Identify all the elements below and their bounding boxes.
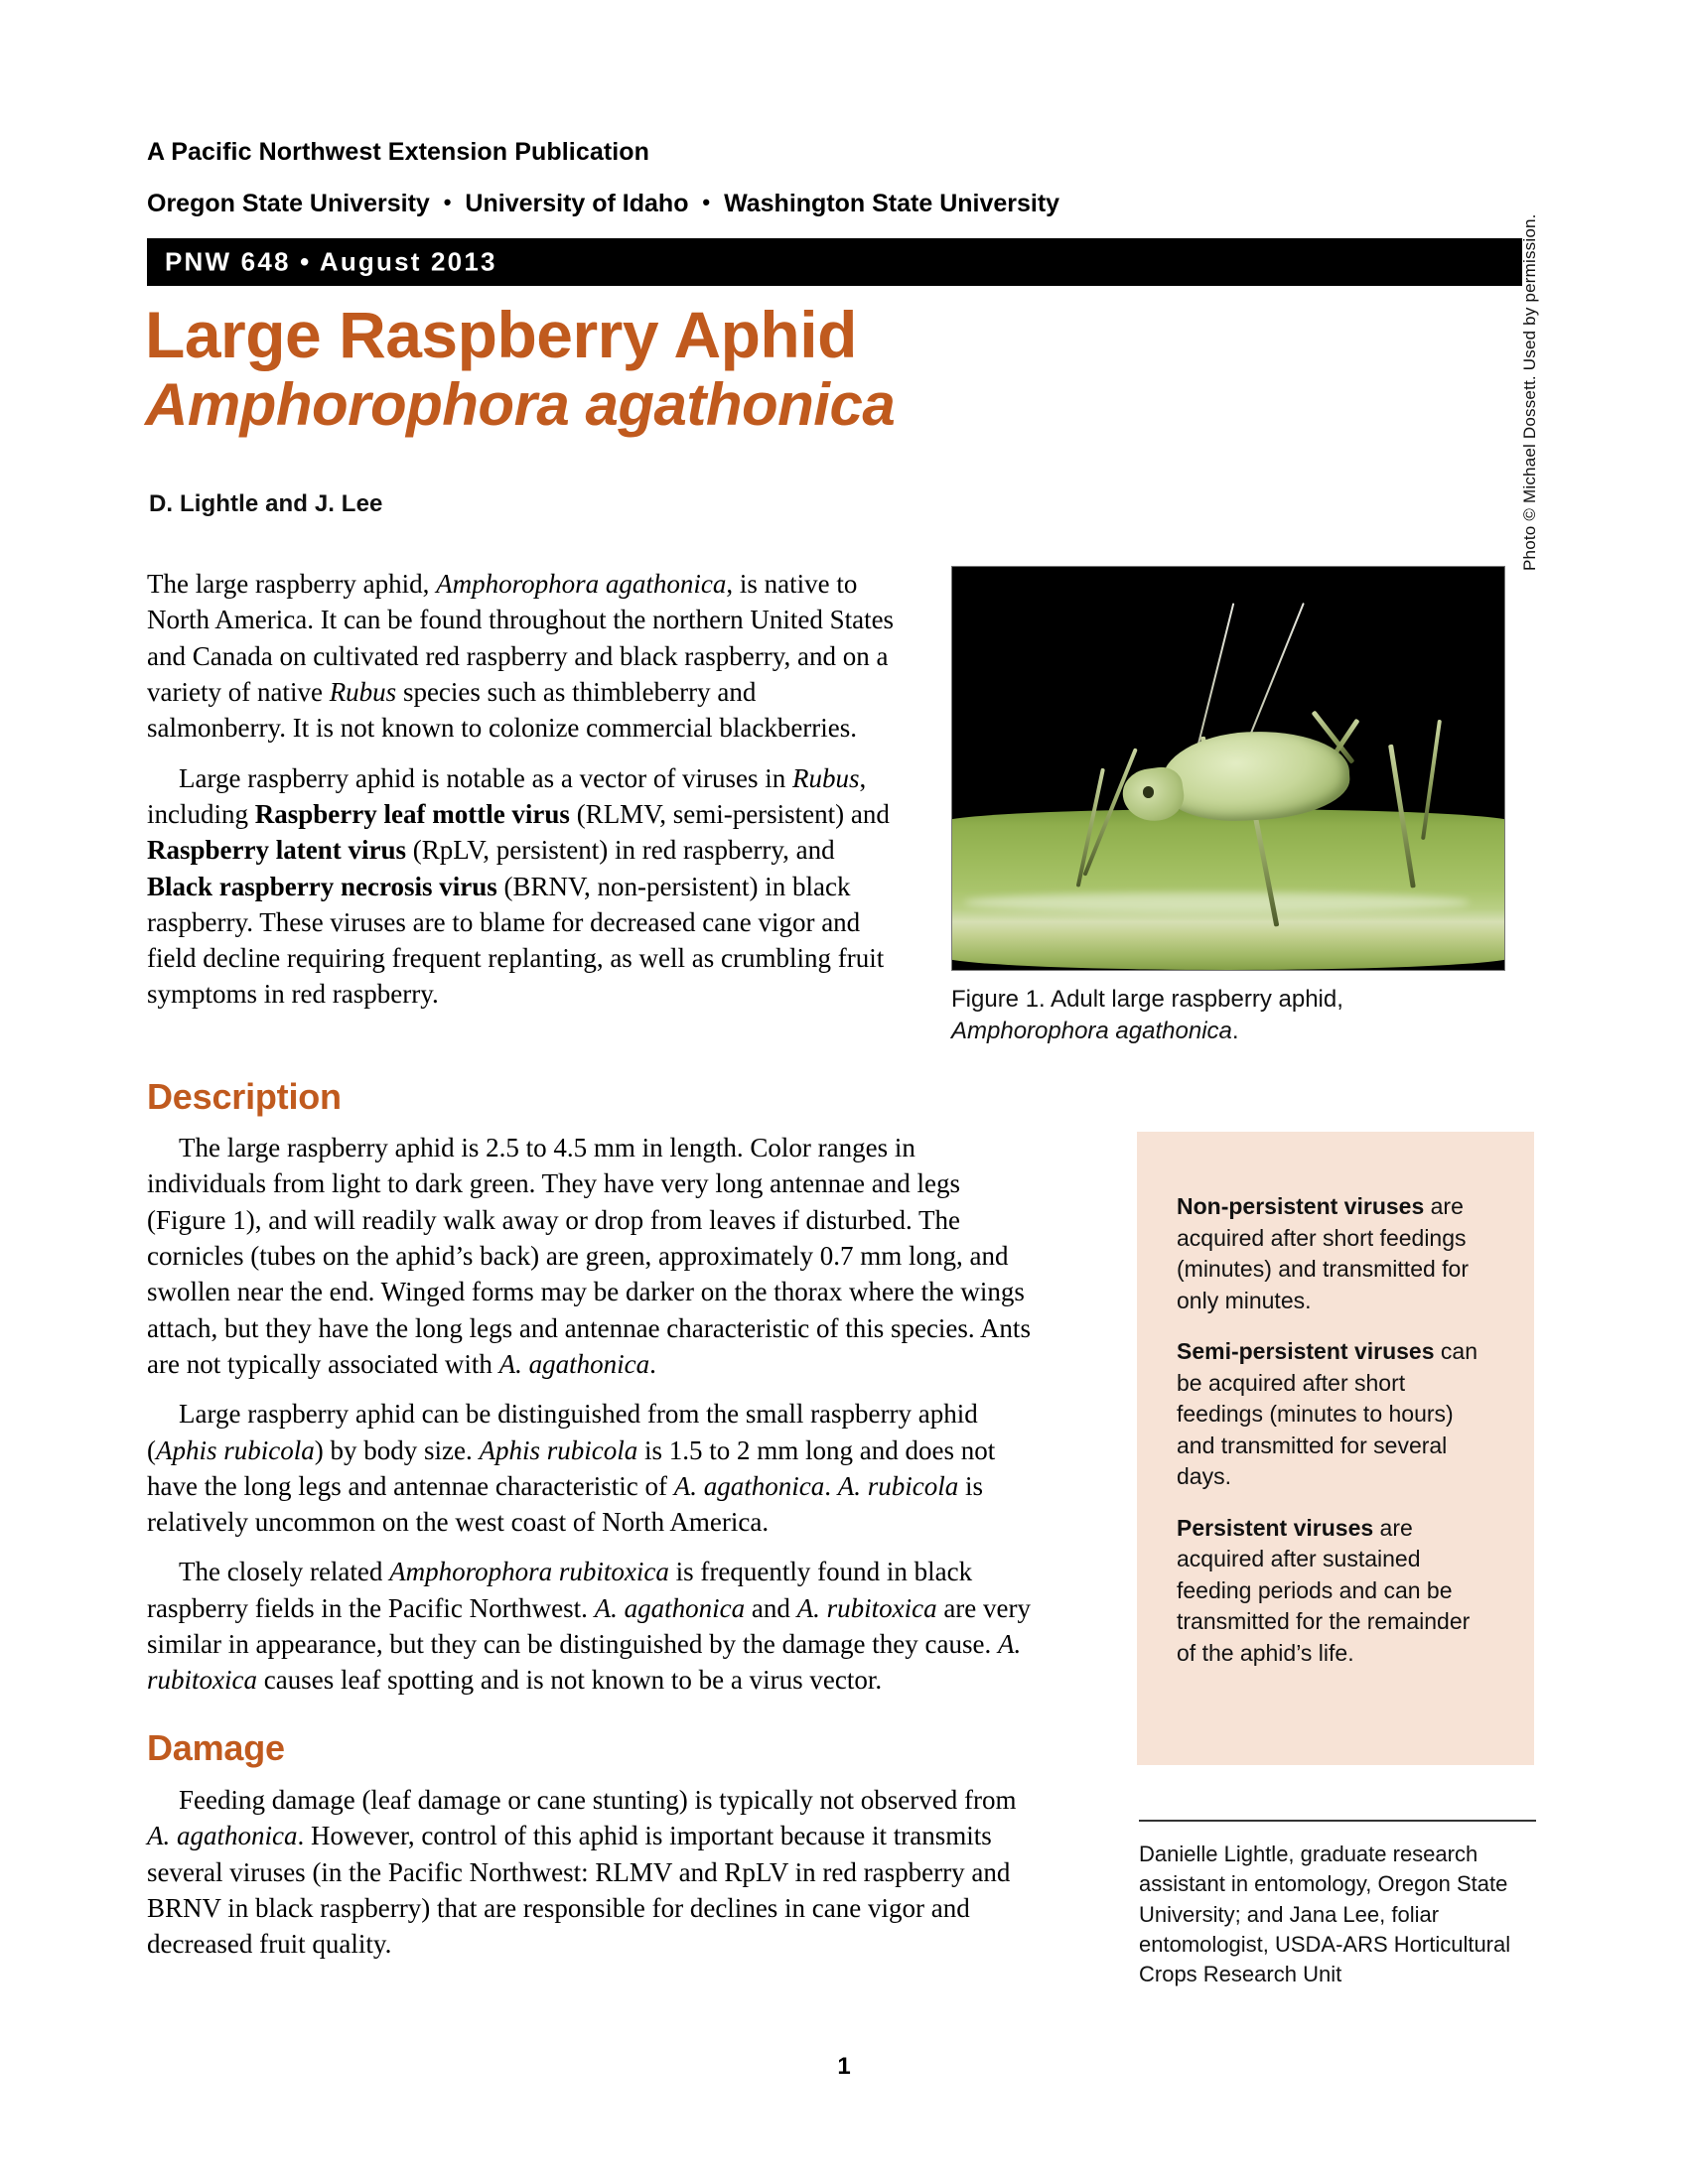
scientific-name-inline: Aphis rubicola — [479, 1434, 638, 1465]
scientific-name-inline: Rubus — [329, 676, 397, 707]
damage-paragraph-1: Feeding damage (leaf damage or cane stunting) is typically not observed from A. agathonica. However, control of this aphid is important because it transmits several viruses (in the Pacific Northwest: RLMV and RpLV in red raspberry and BRNV in black raspberry) that are responsible for declines in cane vigor and decreased fruit quality. — [147, 1785, 1017, 1960]
intro-paragraph-2: Large raspberry aphid is notable as a vector of viruses in Rubus, including Raspberry leaf mottle virus (RLMV, semi-persistent) and Raspberry latent virus (RpLV, persistent) in red raspberry, and Black raspberry necrosis virus (BRNV, non-persistent) in black raspberry. These viruses are to blame for decreased cane vigor and field decline requiring frequent replanting, as well as crumbling fruit symptoms in red raspberry. — [147, 762, 890, 1010]
scientific-name-inline: A. rubitoxica — [147, 1629, 1022, 1696]
scientific-name-inline: Amphorophora agathonica — [436, 569, 727, 599]
description-paragraph-3: The closely related Amphorophora rubitoxica is frequently found in black raspberry fields in the Pacific Northwest. A. agathonica and A. rubitoxica are very similar in appearance, but they can be distinguished by the damage they cause. A. rubitoxica causes leaf spotting and is not known to be a virus vector. — [147, 1557, 1032, 1696]
byline: D. Lightle and J. Lee — [149, 490, 383, 517]
sidebar-definitions-list — [1177, 1191, 1479, 1669]
definition-term: Semi-persistent viruses — [1177, 1338, 1435, 1364]
publication-series-label: A Pacific Northwest Extension Publication — [147, 138, 650, 166]
section-heading-description: Description — [147, 1076, 342, 1117]
scientific-name-inline: A. agathonica — [673, 1470, 825, 1501]
intro-text-column — [147, 566, 902, 1013]
virus-name-brnv: Black raspberry necrosis virus — [147, 871, 497, 901]
page-title: Large Raspberry Aphid — [145, 298, 857, 371]
scientific-name-title: Amphorophora agathonica — [145, 371, 896, 439]
virus-name-rplv: Raspberry latent virus — [147, 835, 406, 866]
section-heading-damage: Damage — [147, 1727, 285, 1768]
university-washington-state: Washington State University — [724, 190, 1060, 217]
definition-term: Persistent viruses — [1177, 1514, 1374, 1541]
scientific-name-inline: A. rubicola — [837, 1470, 959, 1501]
partner-universities — [147, 189, 1527, 218]
bio-divider — [1139, 1820, 1536, 1822]
scientific-name-inline: Rubus — [792, 762, 860, 793]
page-number: 1 — [837, 2053, 851, 2080]
publication-id-text: PNW 648 • August 2013 — [165, 246, 497, 277]
description-body — [147, 1130, 1041, 1699]
photo-credit: Photo © Michael Dossett. Used by permission. — [1520, 213, 1539, 571]
masthead — [147, 137, 1527, 218]
definition-text: are acquired after sustained feeding periods and can be transmitted for the remainder of the aphid’s life. — [1177, 1514, 1471, 1666]
publication-id-bar — [147, 238, 1522, 286]
definition-text: can be acquired after short feedings (minutes to hours) and transmitted for several days. — [1177, 1338, 1477, 1489]
title-block — [145, 300, 1336, 438]
definition-persistent — [1177, 1513, 1479, 1670]
scientific-name-inline: A. agathonica — [498, 1348, 650, 1379]
description-paragraph-2: Large raspberry aphid can be distinguished from the small raspberry aphid (Aphis rubicola) by body size. Aphis rubicola is 1.5 to 2 mm long and does not have the long legs and antennae characteristic of A. agathonica. A. rubicola is relatively uncommon on the west coast of North America. — [147, 1399, 996, 1538]
description-paragraph-1: The large raspberry aphid is 2.5 to 4.5 mm in length. Color ranges in individuals from light to dark green. They have very long antennae and legs (Figure 1), and will readily walk away or drop from leaves if disturbed. The cornicles (tubes on the aphid’s back) are green, approximately 0.7 mm long, and swollen near the end. Winged forms may be darker on the thorax where the wings attach, but they have the long legs and antennae characteristic of this species. Ants are not typically associated with A. agathonica. — [147, 1133, 1031, 1379]
scientific-name-inline: A. agathonica — [594, 1592, 746, 1623]
bullet-separator-icon: • — [702, 190, 711, 214]
definition-non-persistent — [1177, 1191, 1479, 1316]
figure-caption: Figure 1. Adult large raspberry aphid, Amphorophora agathonica. — [951, 986, 1343, 1044]
scientific-name-inline: A. rubitoxica — [796, 1592, 937, 1623]
bullet-separator-icon: • — [443, 190, 452, 214]
damage-body — [147, 1782, 1041, 1963]
aphid-photo — [951, 566, 1505, 971]
definition-semi-persistent — [1177, 1336, 1479, 1493]
definition-term: Non-persistent viruses — [1177, 1193, 1425, 1219]
intro-paragraph-1: The large raspberry aphid, Amphorophora agathonica, is native to North America. It can be found throughout the northern United States and Canada on cultivated red raspberry and black raspberry, and on a variety of native Rubus species such as thimbleberry and salmonberry. It is not known to colonize commercial blackberries. — [147, 569, 895, 744]
caption-scientific-name: Amphorophora agathonica — [951, 1017, 1232, 1044]
virus-name-rlmv: Raspberry leaf mottle virus — [254, 798, 570, 829]
scientific-name-inline: Amphorophora rubitoxica — [389, 1557, 669, 1587]
scientific-name-inline: Aphis rubicola — [156, 1434, 315, 1465]
virus-persistence-sidebar — [1137, 1132, 1534, 1765]
definition-text: are acquired after short feedings (minutes) and transmitted for only minutes. — [1177, 1193, 1470, 1313]
university-oregon-state: Oregon State University — [147, 190, 430, 217]
scientific-name-inline: A. agathonica — [147, 1821, 298, 1851]
figure-1 — [951, 566, 1507, 1046]
author-bio: Danielle Lightle, graduate research assistant in entomology, Oregon State University; and Jana Lee, foliar entomologist, USDA-ARS Horticultural Crops Research Unit — [1139, 1842, 1511, 1987]
university-idaho: University of Idaho — [465, 190, 689, 217]
